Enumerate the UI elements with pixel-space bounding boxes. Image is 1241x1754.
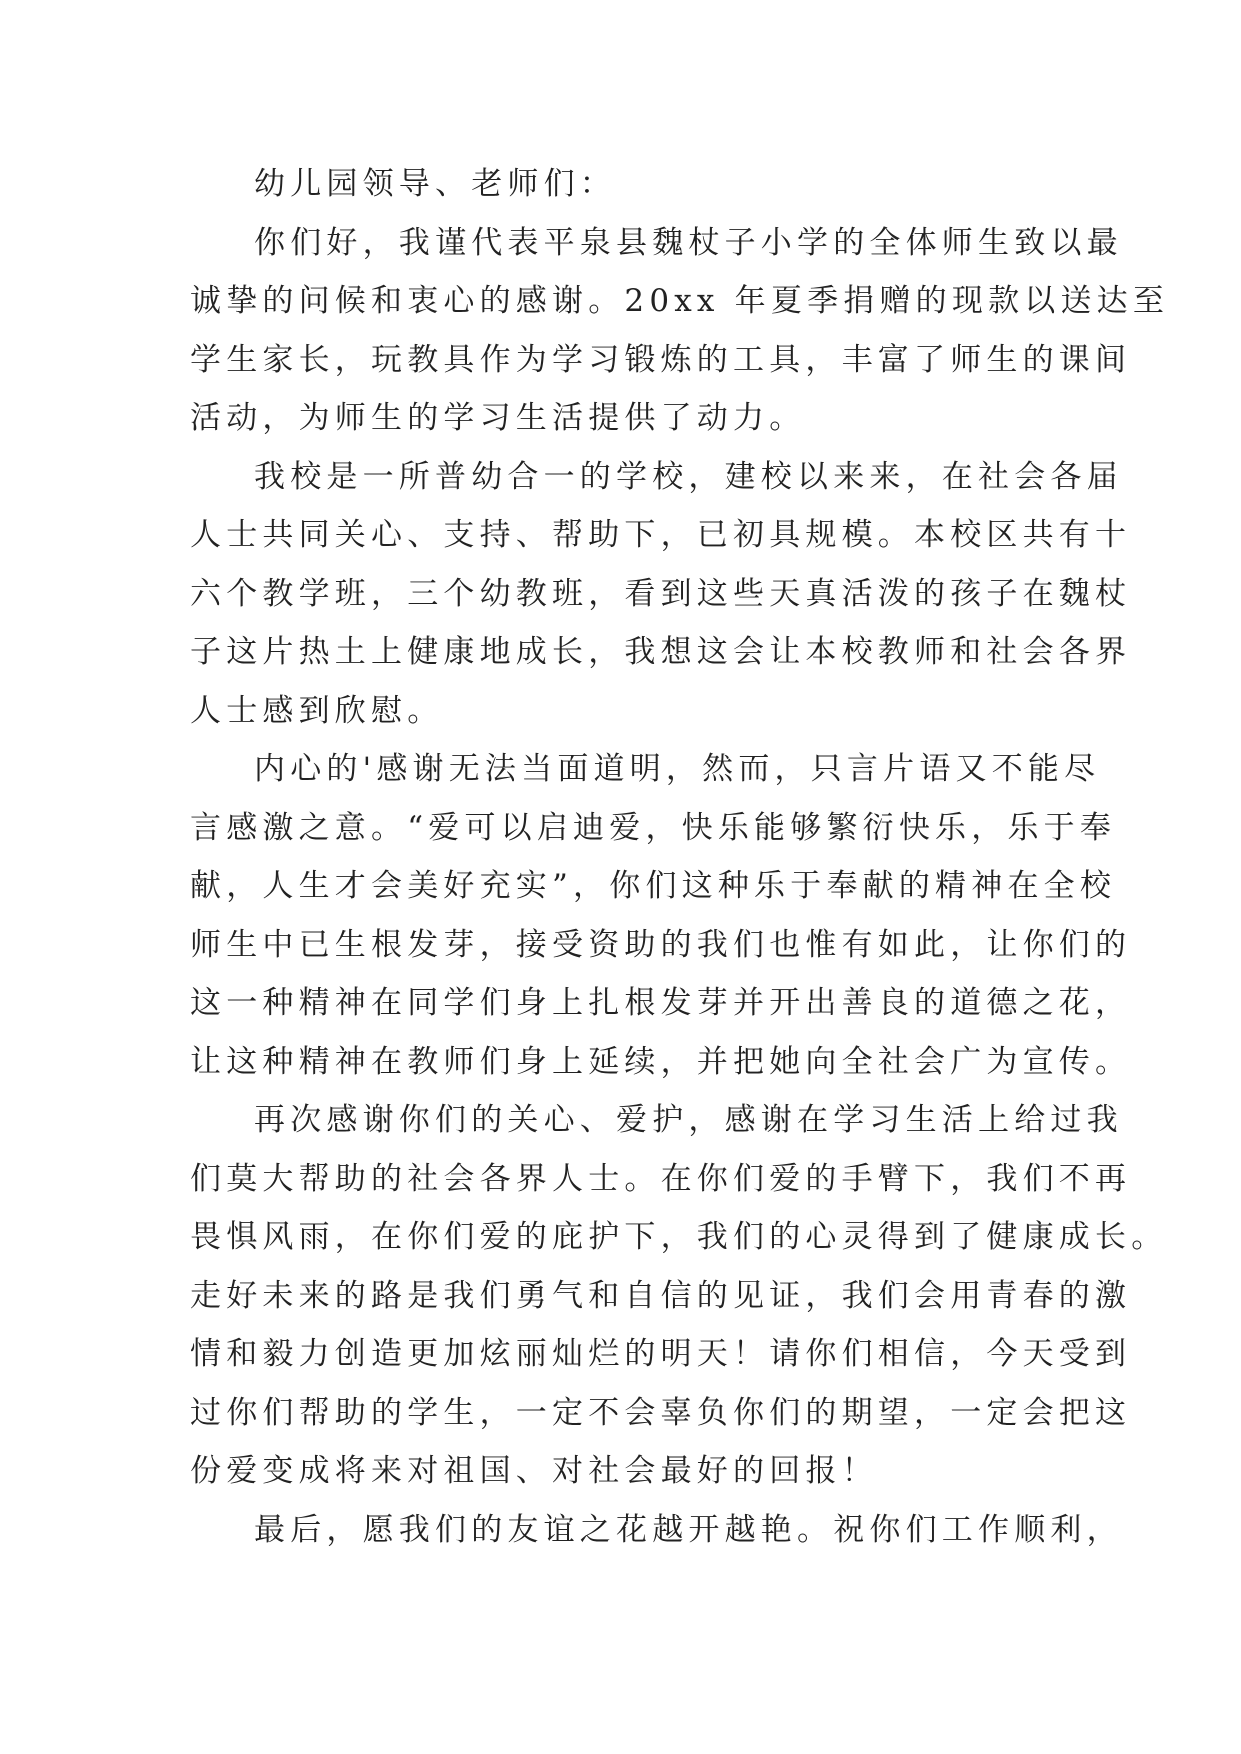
paragraph-line: 诚挚的问候和衷心的感谢。20xx 年夏季捐赠的现款以送达至 <box>190 283 1170 319</box>
paragraph-line: 献，人生才会美好充实”，你们这种乐于奉献的精神在全校 <box>190 868 1117 904</box>
paragraph-line: 这一种精神在同学们身上扎根发芽并开出善良的道德之花， <box>190 985 1132 1021</box>
paragraph-line: 人士感到欣慰。 <box>190 692 444 729</box>
paragraph-line: 六个教学班，三个幼教班，看到这些天真活泼的孩子在魏杖 <box>190 575 1132 612</box>
paragraph-line: 学生家长，玩教具作为学习锻炼的工具，丰富了师生的课间 <box>190 341 1132 378</box>
paragraph-line: 们莫大帮助的社会各界人士。在你们爱的手臂下，我们不再 <box>190 1160 1132 1197</box>
paragraph-line: 最后，愿我们的友谊之花越开越艳。祝你们工作顺利， <box>254 1511 1123 1548</box>
paragraph-line: 我校是一所普幼合一的学校，建校以来来，在社会各届 <box>254 458 1123 495</box>
paragraph-line: 师生中已生根发芽，接受资助的我们也惟有如此，让你们的 <box>190 926 1132 963</box>
paragraph-line: 过你们帮助的学生，一定不会辜负你们的期望，一定会把这 <box>190 1394 1132 1431</box>
paragraph-line: 内心的'感谢无法当面道明，然而，只言片语又不能尽 <box>254 751 1101 787</box>
paragraph-line: 再次感谢你们的关心、爱护，感谢在学习生活上给过我 <box>254 1102 1123 1138</box>
paragraph-line: 份爱变成将来对祖国、对社会最好的回报！ <box>190 1453 878 1489</box>
paragraph-line: 你们好，我谨代表平泉县魏杖子小学的全体师生致以最 <box>254 224 1123 261</box>
paragraph-line: 活动，为师生的学习生活提供了动力。 <box>190 400 806 436</box>
paragraph-line: 言感激之意。“爱可以启迪爱，快乐能够繁衍快乐，乐于奉 <box>190 809 1117 846</box>
letter-body <box>190 155 1170 1559</box>
paragraph-line: 子这片热土上健康地成长，我想这会让本校教师和社会各界 <box>190 634 1132 670</box>
salutation-line: 幼儿园领导、老师们： <box>254 166 616 202</box>
paragraph-line: 畏惧风雨，在你们爱的庇护下，我们的心灵得到了健康成长。 <box>190 1219 1168 1255</box>
paragraph-line: 让这种精神在教师们身上延续，并把她向全社会广为宣传。 <box>190 1043 1132 1080</box>
paragraph-line: 情和毅力创造更加炫丽灿烂的明天！请你们相信，今天受到 <box>190 1336 1132 1372</box>
paragraph-line: 人士共同关心、支持、帮助下，已初具规模。本校区共有十 <box>190 517 1132 553</box>
paragraph-line: 走好未来的路是我们勇气和自信的见证，我们会用青春的激 <box>190 1277 1132 1314</box>
